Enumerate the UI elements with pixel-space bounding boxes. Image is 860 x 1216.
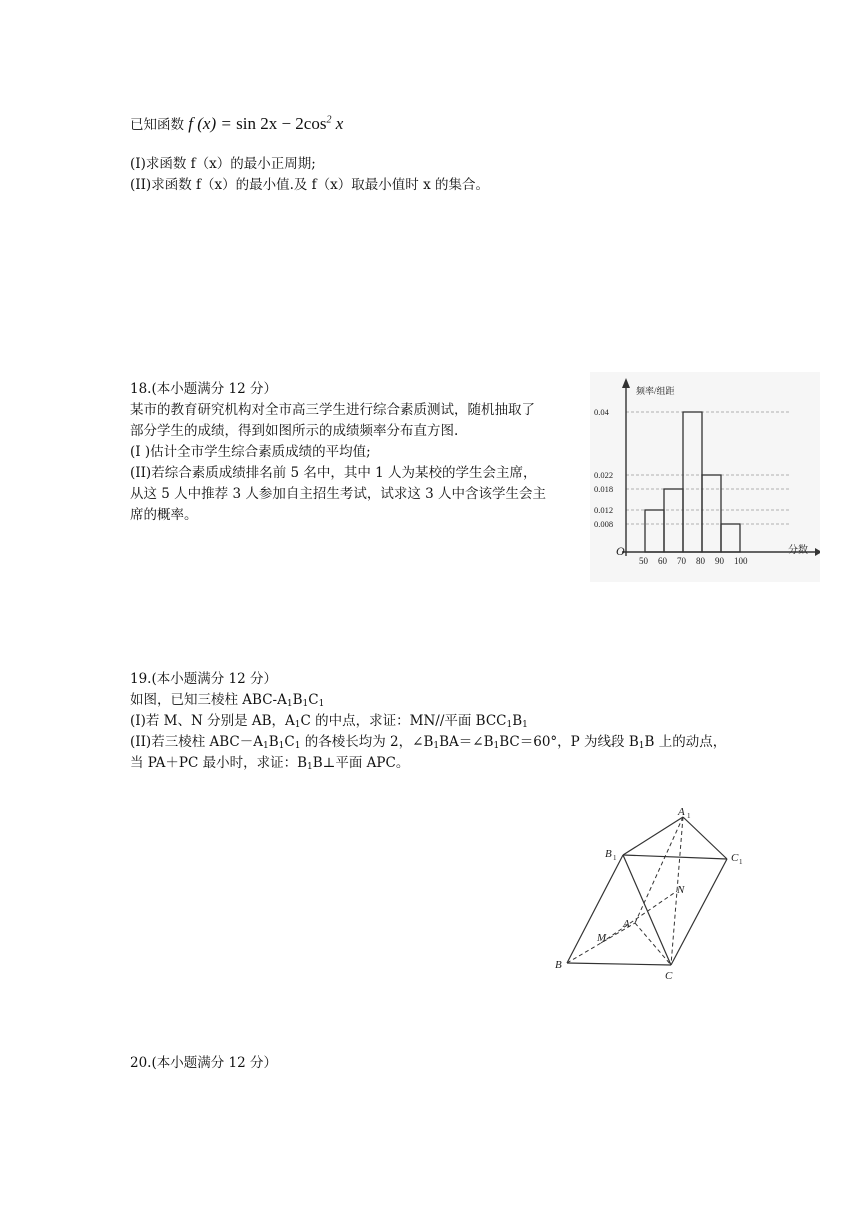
x-tick-label: 70 xyxy=(677,556,686,566)
q19-part2-d: BA＝∠B xyxy=(439,734,494,750)
q17-lead: 已知函数 xyxy=(130,117,189,133)
label-m: M xyxy=(597,932,607,944)
edge-b1-c xyxy=(623,855,671,965)
q19-line1-post: C xyxy=(308,692,319,708)
formula-exp: 2 xyxy=(326,114,332,126)
q17-stem xyxy=(130,114,343,135)
sub-1: 1 xyxy=(506,720,513,730)
sub-1: 1 xyxy=(522,720,528,730)
x-tick-label: 50 xyxy=(639,556,648,566)
label-c1: C xyxy=(731,852,739,864)
q19-part3-b: B⊥平面 APC。 xyxy=(312,755,410,771)
q19-title: 19.(本小题满分 12 分） xyxy=(130,671,277,687)
q18-title: 18.(本小题满分 12 分） xyxy=(130,381,277,397)
formula-sin: sin 2x xyxy=(236,114,278,133)
q18-line-6: 席的概率。 xyxy=(130,507,198,523)
sub-1: 1 xyxy=(302,699,309,709)
y-axis-title: 频率/组距 xyxy=(636,386,675,396)
formula-var: x xyxy=(331,114,344,133)
y-tick-label: 0.04 xyxy=(594,407,609,417)
edge-c1-c xyxy=(671,859,727,965)
q19-part2-e: BC＝60°，P 为线段 B xyxy=(499,734,639,750)
y-tick-label: 0.018 xyxy=(594,484,614,494)
q19-line-1 xyxy=(130,691,324,710)
label-c: C xyxy=(665,970,673,982)
x-tick-label: 80 xyxy=(696,556,705,566)
q17-formula xyxy=(188,114,343,133)
segment-mn xyxy=(601,891,677,943)
label-b1-sub: 1 xyxy=(613,854,617,862)
sub-1: 1 xyxy=(278,741,285,751)
q19-part2-b: C xyxy=(284,734,295,750)
q19-part2-c: 的各棱长均为 2，∠B xyxy=(300,734,434,750)
q20-title: 20.(本小题满分 12 分） xyxy=(130,1055,277,1071)
y-tick-label: 0.008 xyxy=(594,519,614,529)
origin-label: O xyxy=(616,544,625,558)
q18-line-1: 某市的教育研究机构对全市高三学生进行综合素质测试，随机抽取了 xyxy=(130,402,535,418)
edge-b1-c1 xyxy=(623,855,727,859)
q19-part1-tail: B xyxy=(512,713,523,729)
label-c1-sub: 1 xyxy=(739,858,743,866)
prism-figure xyxy=(545,805,745,985)
sub-1: 1 xyxy=(263,741,269,751)
q19-part2-f: B 上的动点， xyxy=(644,734,727,750)
q18-line-5: 从这 5 人中推荐 3 人参加自主招生考试，试求这 3 人中含该学生会主 xyxy=(130,486,547,502)
edge-b-c xyxy=(567,963,671,965)
histogram-figure xyxy=(590,372,820,582)
q19-line1-pre: 如图，已知三棱柱 ABC-A xyxy=(130,692,287,708)
label-a1-sub: 1 xyxy=(687,812,691,820)
formula-cos: cos xyxy=(303,114,327,133)
x-tick-label: 90 xyxy=(715,556,724,566)
x-axis-title: 分数 xyxy=(788,545,808,556)
q19-part2-a: (II)若三棱柱 ABC－A xyxy=(130,734,263,750)
q18-line-2: 部分学生的成绩，得到如图所示的成绩频率分布直方图. xyxy=(130,423,459,439)
q19-part3-a: 当 PA＋PC 最小时，求证：B xyxy=(130,755,308,771)
q19-part2-b1: B xyxy=(268,734,279,750)
q18-line-3: (I )估计全市学生综合素质成绩的平均值; xyxy=(130,444,371,460)
q19-part3 xyxy=(130,754,409,773)
label-b: B xyxy=(555,959,562,971)
edge-a1-c1 xyxy=(683,817,727,859)
sub-1: 1 xyxy=(307,762,313,772)
sub-1: 1 xyxy=(493,741,500,751)
formula-lhs: f (x) = xyxy=(188,114,237,133)
formula-minus: − 2 xyxy=(277,114,304,133)
label-b1: B xyxy=(605,848,612,860)
x-tick-label: 100 xyxy=(734,556,748,566)
label-a1: A xyxy=(678,806,685,818)
sub-1: 1 xyxy=(638,741,645,751)
y-tick-label: 0.012 xyxy=(594,505,614,515)
sub-1: 1 xyxy=(294,741,301,751)
q19-part1-b: C 的中点，求证：MN//平面 BCC xyxy=(300,713,507,729)
y-tick-label: 0.022 xyxy=(594,470,614,480)
label-a: A xyxy=(623,918,630,930)
q17-part2: (II)求函数 f（x）的最小值.及 f（x）取最小值时 x 的集合。 xyxy=(130,177,489,193)
sub-1: 1 xyxy=(433,741,440,751)
sub-1: 1 xyxy=(318,699,325,709)
q17-part1: (I)求函数 f（x）的最小正周期; xyxy=(130,156,316,172)
q19-part1 xyxy=(130,712,528,731)
x-tick-label: 60 xyxy=(658,556,667,566)
q18-line-4: (II)若综合素质成绩排名前 5 名中，其中 1 人为某校的学生会主席， xyxy=(130,465,537,481)
sub-1: 1 xyxy=(294,720,301,730)
q19-part1-a: (I)若 M、N 分别是 AB，A xyxy=(130,713,295,729)
edge-b1-b xyxy=(567,855,623,963)
q19-line1-b: B xyxy=(292,692,303,708)
edge-a-c xyxy=(635,923,671,965)
sub-1: 1 xyxy=(286,699,293,709)
q19-part2 xyxy=(130,733,726,752)
label-n: N xyxy=(677,884,685,896)
